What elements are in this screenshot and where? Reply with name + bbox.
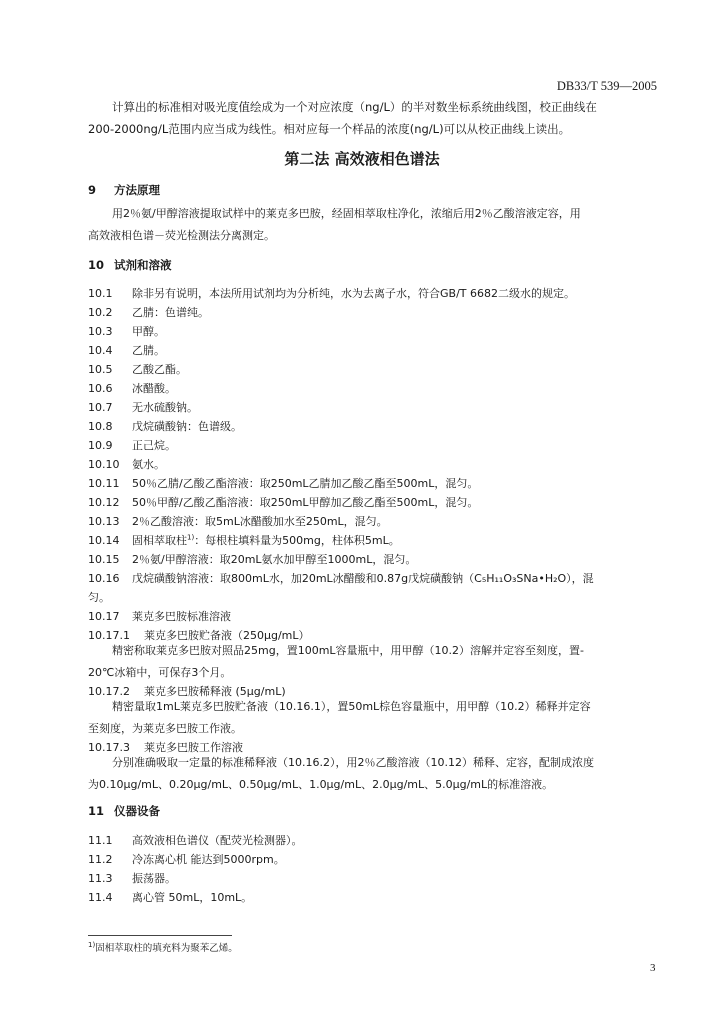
item-text: 乙腈：色谱纯。	[132, 306, 209, 319]
item-number: 10.9	[88, 439, 113, 452]
paragraph-line: 精密称取莱克多巴胺对照品25mg，置100mL容量瓶中，用甲醇（10.2）溶解并定容至刻度，置-	[112, 644, 584, 657]
item-10-13	[88, 513, 388, 529]
item-number: 10.3	[88, 325, 113, 338]
item-number: 11.3	[88, 872, 113, 885]
item-text: 2％氨/甲醇溶液：取20mL氨水加甲醇至1000mL，混匀。	[132, 553, 417, 566]
item-number: 10.17.2	[88, 685, 130, 698]
item-11-3	[88, 870, 176, 886]
section-number: 10	[88, 258, 105, 272]
item-text: 莱克多巴胺标准溶液	[132, 610, 231, 623]
section-9-heading	[88, 182, 160, 198]
item-text: 无水硫酸钠。	[132, 401, 198, 414]
item-number: 10.4	[88, 344, 113, 357]
item-number: 10.8	[88, 420, 113, 433]
paragraph-10-17-3	[88, 752, 660, 796]
item-number: 10.17	[88, 610, 120, 623]
item-10-10	[88, 456, 165, 472]
section-10-heading	[88, 257, 172, 273]
item-number: 11.2	[88, 853, 113, 866]
item-number: 10.11	[88, 477, 120, 490]
item-10-14	[88, 532, 400, 548]
item-text: 正己烷。	[132, 439, 176, 452]
item-10-6	[88, 380, 176, 396]
item-text: 50％甲醇/乙酸乙酯溶液：取250mL甲醇加乙酸乙酯至500mL，混匀。	[132, 496, 479, 509]
item-text: 除非另有说明，本法所用试剂均为分析纯，水为去离子水，符合GB/T 6682二级水的规定。	[132, 287, 575, 300]
item-number: 10.17.1	[88, 629, 130, 642]
item-number: 10.2	[88, 306, 113, 319]
section-11-heading	[88, 803, 160, 819]
section-9-paragraph	[88, 203, 660, 247]
item-10-3	[88, 323, 165, 339]
paragraph-line: 精密量取1mL莱克多巴胺贮备液（10.16.1），置50mL棕色容量瓶中，用甲醇（10.2）稀释并定容	[112, 700, 591, 713]
paragraph-line: 用2％氨/甲醇溶液提取试样中的莱克多巴胺，经固相萃取柱净化，浓缩后用2％乙酸溶液定容，用	[112, 207, 581, 220]
item-text: 冰醋酸。	[132, 382, 176, 395]
footnote	[88, 940, 238, 954]
paragraph-line: 分别准确吸取一定量的标准稀释液（10.16.2），用2％乙酸溶液（10.12）稀释、定容，配制成浓度	[112, 756, 594, 769]
item-text: 戊烷磺酸钠溶液：取800mL水，加20mL冰醋酸和0.87g戊烷磺酸钠（C₅H₁₁O₃SNa•H₂O），混	[132, 572, 594, 585]
intro-paragraph	[88, 96, 660, 140]
intro-line-1: 计算出的标准相对吸光度值绘成为一个对应浓度（ng/L）的半对数坐标系统曲线图，校正曲线在	[112, 100, 597, 114]
paragraph-10-17-1	[88, 640, 660, 684]
item-10-16	[88, 570, 594, 586]
section-title: 方法原理	[114, 183, 161, 197]
item-text: 离心管 50mL，10mL。	[132, 891, 253, 904]
item-10-12	[88, 494, 478, 510]
section-title: 仪器设备	[114, 804, 161, 818]
item-text: 2％乙酸溶液：取5mL冰醋酸加水至250mL，混匀。	[132, 515, 388, 528]
section-number: 9	[88, 183, 97, 197]
paragraph-line: 高效液相色谱－荧光检测法分离测定。	[88, 229, 275, 242]
item-10-5	[88, 361, 187, 377]
item-10-9	[88, 437, 176, 453]
item-number: 10.1	[88, 287, 113, 300]
item-10-15	[88, 551, 416, 567]
item-number: 11.4	[88, 891, 113, 904]
item-number: 11.1	[88, 834, 113, 847]
item-10-17	[88, 608, 231, 624]
paragraph-line: 至刻度，为莱克多巴胺工作液。	[88, 722, 242, 735]
page-number: 3	[650, 962, 656, 974]
item-text: 50％乙腈/乙酸乙酯溶液：取250mL乙腈加乙酸乙酯至500mL，混匀。	[132, 477, 479, 490]
item-number: 10.16	[88, 572, 120, 585]
item-text: 氨水。	[132, 458, 165, 471]
item-text: 振荡器。	[132, 872, 176, 885]
item-text: 甲醇。	[132, 325, 165, 338]
item-number: 10.13	[88, 515, 120, 528]
item-text: ：每根柱填料量为500mg，柱体积5mL。	[194, 534, 400, 547]
item-text: 戊烷磺酸钠：色谱级。	[132, 420, 242, 433]
item-number: 10.6	[88, 382, 113, 395]
item-11-1	[88, 832, 303, 848]
item-text: 固相萃取柱	[132, 534, 187, 547]
item-text: 冷冻离心机 能达到5000rpm。	[132, 853, 285, 866]
item-text: 乙酸乙酯。	[132, 363, 187, 376]
item-10-2	[88, 304, 209, 320]
item-number: 10.7	[88, 401, 113, 414]
item-number: 10.10	[88, 458, 120, 471]
item-11-2	[88, 851, 285, 867]
paragraph-line: 20℃冰箱中，可保存3个月。	[88, 666, 232, 679]
item-11-4	[88, 889, 252, 905]
item-number: 10.14	[88, 534, 120, 547]
section-title: 试剂和溶液	[114, 258, 172, 272]
footnote-divider	[88, 935, 232, 936]
item-number: 10.5	[88, 363, 113, 376]
item-10-4	[88, 342, 165, 358]
item-10-8	[88, 418, 242, 434]
paragraph-line: 为0.10μg/mL、0.20μg/mL、0.50μg/mL、1.0μg/mL、2.0μg/mL、5.0μg/mL的标准溶液。	[88, 778, 554, 791]
item-10-11	[88, 475, 478, 491]
item-text: 高效液相色谱仪（配荧光检测器）。	[132, 834, 303, 847]
item-number: 10.12	[88, 496, 120, 509]
footnote-text: 固相萃取柱的填充料为聚苯乙烯。	[95, 943, 238, 954]
item-10-16-continuation: 匀。	[88, 591, 110, 604]
item-10-7	[88, 399, 198, 415]
footnote-ref: 1)	[187, 533, 195, 542]
section-number: 11	[88, 804, 105, 818]
item-number: 10.15	[88, 553, 120, 566]
paragraph-10-17-2	[88, 696, 660, 740]
item-10-1	[88, 285, 575, 301]
method-title: 第二法 高效液相色谱法	[284, 150, 440, 168]
item-text: 莱克多巴胺贮备液（250μg/mL）	[144, 629, 310, 642]
intro-line-2: 200-2000ng/L范围内应当成为线性。相对应每一个样品的浓度(ng/L)可以从校正曲线上读出。	[88, 122, 571, 136]
item-text: 莱克多巴胺稀释液 (5μg/mL)	[144, 685, 286, 698]
item-text: 乙腈。	[132, 344, 165, 357]
item-number: 10.17.3	[88, 741, 130, 754]
document-code: DB33/T 539—2005	[556, 79, 657, 93]
item-text: 莱克多巴胺工作溶液	[144, 741, 243, 754]
footnote-mark: 1)	[88, 940, 96, 949]
